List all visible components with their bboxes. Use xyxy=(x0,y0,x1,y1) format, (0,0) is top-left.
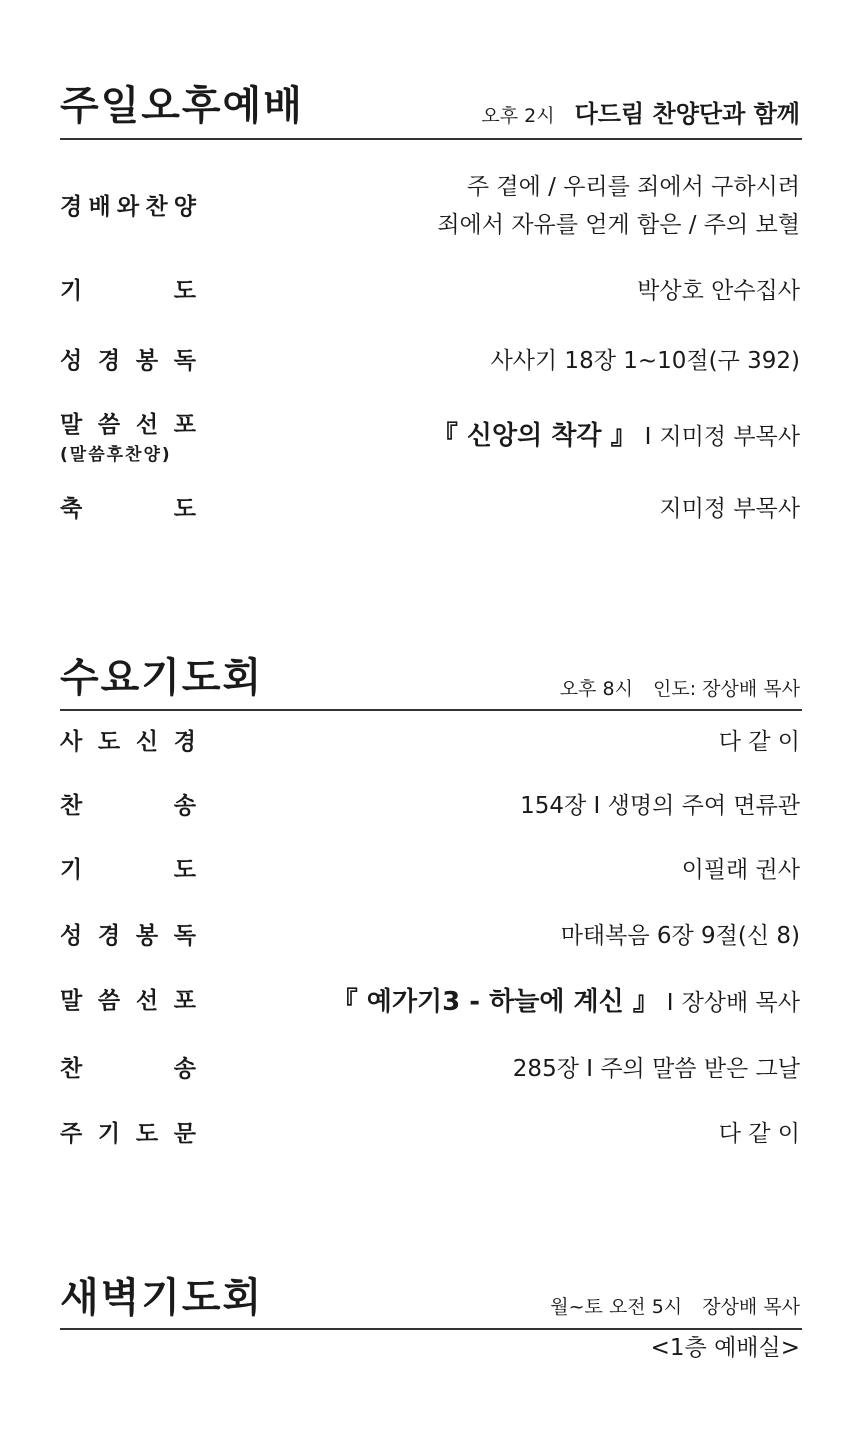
sunday-benediction: 지미정 부목사 xyxy=(659,496,800,522)
wednesday-hymn: 154장 I 생명의 주여 면류관 xyxy=(520,793,800,819)
sunday-label-worship: 경 배 와 찬 양 xyxy=(60,194,196,220)
separator: I xyxy=(666,990,674,1016)
wednesday-label-prayer: 기 도 xyxy=(60,857,196,883)
dawn-section-title: 새벽기도회 xyxy=(60,1275,264,1321)
sunday-section-title: 주일오후예배 xyxy=(60,83,304,129)
wednesday-divider xyxy=(60,709,802,711)
sunday-prayer-leader: 박상호 안수집사 xyxy=(637,278,800,304)
wednesday-lords-prayer: 다 같 이 xyxy=(718,1121,800,1147)
wednesday-label-scripture: 성 경 봉 독 xyxy=(60,923,196,949)
wednesday-leader: 인도: 장상배 목사 xyxy=(653,678,800,700)
sunday-time: 오후 2시 xyxy=(481,105,555,127)
wednesday-scripture-reference: 마태복음 6장 9절(신 8) xyxy=(560,923,800,949)
sunday-label-benediction: 축 도 xyxy=(60,496,196,522)
wednesday-sermon-title: 『 예가기3 - 하늘에 계신 』 xyxy=(331,987,659,1017)
sunday-divider xyxy=(60,138,802,140)
worship-song-line: 죄에서 자유를 얻게 함은 / 주의 보혈 xyxy=(437,212,800,238)
dawn-location: <1층 예배실> xyxy=(650,1335,800,1361)
wednesday-label-sermon: 말 씀 선 포 xyxy=(60,988,196,1014)
wednesday-label-hymn: 찬 송 xyxy=(60,793,196,819)
sunday-subtitle xyxy=(481,102,800,126)
sunday-scripture-reference: 사사기 18장 1~10절(구 392) xyxy=(490,348,800,374)
worship-song-line: 주 곁에 / 우리를 죄에서 구하시려 xyxy=(466,174,800,200)
sunday-label-sermon: 말 씀 선 포 xyxy=(60,412,196,438)
sunday-sermon-title: 『 신앙의 착각 』 xyxy=(431,421,637,451)
sunday-label-prayer: 기 도 xyxy=(60,278,196,304)
dawn-divider xyxy=(60,1328,802,1330)
wednesday-section-title: 수요기도회 xyxy=(60,655,264,701)
sunday-worship-songs xyxy=(437,168,800,244)
dawn-schedule: 월~토 오전 5시 xyxy=(550,1296,683,1318)
sunday-preacher: 지미정 부목사 xyxy=(659,424,800,450)
wednesday-time: 오후 8시 xyxy=(559,678,633,700)
wednesday-closing-hymn: 285장 I 주의 말씀 받은 그날 xyxy=(512,1056,800,1082)
wednesday-label-creed: 사 도 신 경 xyxy=(60,729,196,755)
separator: I xyxy=(644,424,652,450)
wednesday-sermon xyxy=(332,989,800,1015)
sunday-choir: 다드림 찬양단과 함께 xyxy=(574,100,800,128)
wednesday-label-lords-prayer: 주 기 도 문 xyxy=(60,1121,196,1147)
sunday-label-scripture: 성 경 봉 독 xyxy=(60,348,196,374)
wednesday-subtitle xyxy=(560,680,800,699)
wednesday-preacher: 장상배 목사 xyxy=(681,990,800,1016)
sunday-sermon xyxy=(432,423,800,449)
wednesday-prayer-leader: 이필래 권사 xyxy=(681,857,800,883)
dawn-leader: 장상배 목사 xyxy=(702,1296,800,1318)
dawn-subtitle xyxy=(550,1298,800,1317)
wednesday-label-hymn-2: 찬 송 xyxy=(60,1056,196,1082)
wednesday-creed: 다 같 이 xyxy=(718,729,800,755)
sunday-sermon-note: (말씀후찬양) xyxy=(60,445,172,465)
